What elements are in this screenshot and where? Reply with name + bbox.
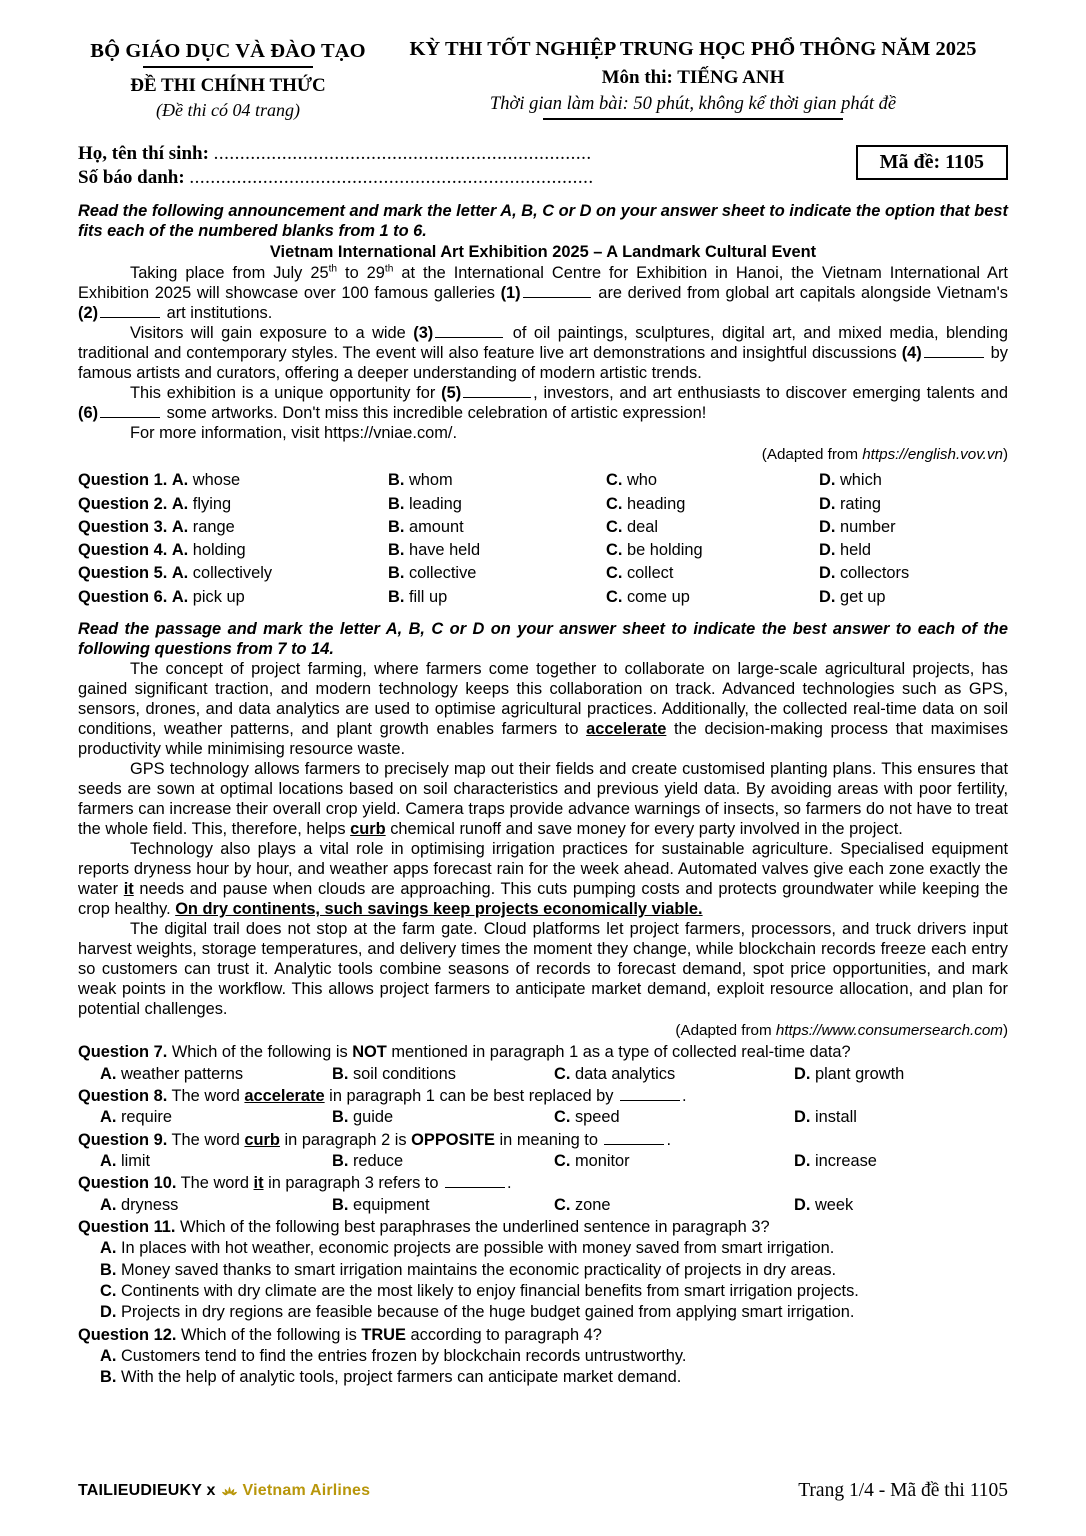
q8-keyword-accelerate: accelerate [244, 1087, 325, 1106]
exam-subject: Môn thi: TIẾNG ANH [601, 67, 785, 88]
ann-p1-seg-a: Taking place from July 25 [130, 264, 329, 283]
q12-stem-a: Which of the following is [180, 1325, 362, 1344]
ann-p1-seg-c: at the International Centre for Exhibition in Hanoi, the Vietnam International Art Exhibition 2025 will showcase over 100 famous galleries [78, 264, 1008, 303]
table-row [78, 516, 1008, 539]
ann-p2-seg-b: of oil paintings, sculptures, digital art, and mixed media, blending traditional and contemporary styles. The event will also feature live art demonstrations and insightful discussions [78, 324, 1008, 363]
passage-paragraph-3 [78, 839, 1008, 919]
exam-duration: Thời gian làm bài: 50 phút, không kể thời gian phát đề [489, 94, 897, 114]
blank-field-3[interactable] [435, 323, 503, 338]
letter-c: C. [606, 471, 623, 490]
q3-d-text: number [839, 517, 896, 536]
letter-c: C. [606, 564, 623, 583]
question-8-options [78, 1107, 1008, 1128]
letter-b: B. [388, 517, 405, 536]
exam-title: KỲ THI TỐT NGHIỆP TRUNG HỌC PHỔ THÔNG NĂM 2025 [409, 38, 977, 60]
header-left-block [78, 38, 378, 121]
keyword-it: it [123, 880, 134, 899]
q10-option-a[interactable] [78, 1195, 332, 1216]
official-exam-label: ĐỀ THI CHÍNH THỨC [130, 75, 326, 96]
q6-b-text: fill up [408, 587, 448, 606]
q6-d-text: get up [839, 587, 886, 606]
q4-d-text: held [839, 541, 871, 560]
letter-d: D. [819, 587, 836, 606]
q4-option-d[interactable] [819, 539, 1008, 562]
question-7-options [78, 1064, 1008, 1085]
q4-a-text: holding [192, 541, 246, 560]
announcement-title: Vietnam International Art Exhibition 2025 – A Landmark Cultural Event [269, 243, 817, 262]
letter-d: D. [794, 1152, 811, 1171]
q4-b-text: have held [408, 541, 481, 560]
passage-paragraph-1 [78, 659, 1008, 759]
q5-label: Question 5. [78, 564, 168, 583]
part2-source [78, 1022, 1008, 1039]
letter-a: A. [171, 541, 189, 560]
lotus-icon [221, 1485, 238, 1498]
q8-d-text: install [814, 1108, 857, 1127]
blank-field-4[interactable] [924, 343, 984, 358]
part2-source-prefix: (Adapted from [675, 1022, 776, 1040]
q2-d-text: rating [839, 494, 881, 513]
q1-option-b[interactable] [388, 469, 606, 492]
q8-c-text: speed [574, 1108, 620, 1127]
letter-c: C. [100, 1282, 117, 1301]
announcement-paragraph-1 [78, 263, 1008, 323]
letter-a: A. [171, 517, 189, 536]
letter-d: D. [100, 1303, 117, 1322]
q8-option-c[interactable] [554, 1107, 794, 1128]
blank-marker-1: (1) [500, 284, 521, 303]
part1-source-prefix: (Adapted from [761, 446, 863, 464]
part2-instruction: Read the passage and mark the letter A, B, C or D on your answer sheet to indicate the best answer to each of the following questions from 7 to 14. [78, 620, 1008, 659]
q11-b-text: Money saved thanks to smart irrigation maintains the economic practicality of projects in dry areas. [120, 1260, 837, 1279]
q3-c-text: deal [626, 517, 658, 536]
exam-code-box: Mã đề: 1105 [856, 145, 1008, 180]
page-number-info: Trang 1/4 - Mã đề thi 1105 [798, 1480, 1008, 1501]
q9-keyword-curb: curb [244, 1130, 280, 1149]
letter-d: D. [794, 1064, 811, 1083]
q2-label: Question 2. [78, 494, 168, 513]
q9-option-a[interactable] [78, 1151, 332, 1172]
part1-source [78, 446, 1008, 463]
q12-option-a[interactable] [78, 1346, 1008, 1367]
letter-d: D. [794, 1195, 811, 1214]
ann-p1-seg-b: to 29 [337, 264, 385, 283]
questions-7-12-block [78, 1042, 1008, 1388]
q7-d-text: plant growth [814, 1064, 905, 1083]
q1-option-a[interactable] [78, 469, 388, 492]
letter-a: A. [100, 1152, 117, 1171]
letter-b: B. [332, 1195, 349, 1214]
letter-b: B. [100, 1260, 117, 1279]
q6-option-a[interactable] [78, 586, 388, 609]
header-right-block [378, 38, 1008, 120]
q11-a-text: In places with hot weather, economic projects are possible with money saved from smart irrigation. [120, 1239, 835, 1258]
ann-p1-sup-1: th [328, 263, 338, 275]
blank-marker-3: (3) [413, 324, 434, 343]
q10-a-text: dryness [120, 1195, 179, 1214]
q7-stem-a: Which of the following is [171, 1043, 353, 1062]
part2-source-suffix: ) [1002, 1022, 1008, 1040]
letter-a: A. [100, 1239, 117, 1258]
table-row [78, 586, 1008, 609]
header-divider-left [143, 66, 313, 68]
q6-option-d[interactable] [819, 586, 1008, 609]
question-12-stem [78, 1325, 1008, 1346]
q9-stem-d: . [666, 1130, 672, 1149]
announcement-paragraph-2 [78, 323, 1008, 383]
q6-label: Question 6. [78, 587, 168, 606]
q8-blank [620, 1086, 680, 1101]
ann-p3-seg-b: , investors, and art enthusiasts to discover emerging talents and [533, 384, 1008, 403]
q8-stem-a: The word [171, 1087, 245, 1106]
passage-paragraph-2 [78, 759, 1008, 839]
q4-option-a[interactable] [78, 539, 388, 562]
q3-option-b[interactable] [388, 516, 606, 539]
letter-c: C. [554, 1152, 571, 1171]
ann-p2-seg-a: Visitors will gain exposure to a wide [130, 324, 414, 343]
ann-p1-seg-e: art institutions. [162, 304, 273, 323]
letter-d: D. [819, 564, 836, 583]
passage-paragraph-4: The digital trail does not stop at the farm gate. Cloud platforms let project farmers, processors, and truck drivers input harvest weights, storage temperatures, and delivery times the moment they change, while blockchain records freeze each entry so customers can trust it. Analytic tools combine seasons of records to forecast demand, spot price opportunities, and mark weak points in the workflow. This allows project farmers to anticipate market demand, exploit resource allocation, and plan for potential challenges. [78, 920, 1008, 1019]
q4-c-text: be holding [626, 541, 703, 560]
q9-stem-a: The word [171, 1130, 245, 1149]
question-10-stem [78, 1173, 1008, 1194]
q7-c-text: data analytics [574, 1064, 676, 1083]
table-row [78, 469, 1008, 492]
candidate-name-input[interactable]: ........................................................................ [213, 143, 592, 164]
letter-d: D. [794, 1108, 811, 1127]
ministry-name: BỘ GIÁO DỤC VÀ ĐÀO TẠO [90, 40, 366, 62]
q10-blank [445, 1173, 505, 1188]
page-footer [78, 1480, 1008, 1502]
q12-label: Question 12. [78, 1325, 177, 1344]
q11-option-d[interactable] [78, 1302, 1008, 1323]
q10-keyword-it: it [253, 1174, 264, 1193]
q12-option-b[interactable] [78, 1367, 1008, 1388]
q9-b-text: reduce [352, 1152, 404, 1171]
q1-label: Question 1. [78, 471, 168, 490]
q2-option-c[interactable] [606, 493, 819, 516]
q5-option-b[interactable] [388, 562, 606, 585]
question-9-options [78, 1151, 1008, 1172]
ann-p3-seg-a: This exhibition is a unique opportunity for [130, 384, 442, 403]
question-9-stem [78, 1130, 1008, 1151]
keyword-accelerate: accelerate [586, 720, 667, 739]
blank-field-6[interactable] [100, 403, 160, 418]
p3-seg-b: needs and pause when clouds are approaching. This cuts pumping costs and protects groundwater while keeping the crop healthy. [78, 880, 1008, 919]
letter-a: A. [171, 494, 189, 513]
question-11-stem [78, 1217, 1008, 1238]
q9-stem-c: in meaning to [494, 1130, 603, 1149]
q3-option-d[interactable] [819, 516, 1008, 539]
letter-a: A. [100, 1195, 117, 1214]
q5-c-text: collect [626, 564, 674, 583]
blank-marker-6: (6) [78, 404, 99, 423]
q10-stem-b: in paragraph 3 refers to [263, 1174, 444, 1193]
q6-a-text: pick up [192, 587, 245, 606]
q7-option-d[interactable] [794, 1064, 1008, 1085]
q9-c-text: monitor [574, 1152, 630, 1171]
q5-b-text: collective [408, 564, 477, 583]
q5-option-d[interactable] [819, 562, 1008, 585]
letter-a: A. [171, 471, 189, 490]
q1-option-d[interactable] [819, 469, 1008, 492]
q3-a-text: range [192, 517, 235, 536]
q2-b-text: leading [408, 494, 462, 513]
q11-option-a[interactable] [78, 1238, 1008, 1259]
q2-option-a[interactable] [78, 493, 388, 516]
letter-c: C. [606, 517, 623, 536]
q9-d-text: increase [814, 1152, 877, 1171]
q7-option-a[interactable] [78, 1064, 332, 1085]
q9-stem-b: in paragraph 2 is [279, 1130, 412, 1149]
q9-option-d[interactable] [794, 1151, 1008, 1172]
q11-stem-text: Which of the following best paraphrases the underlined sentence in paragraph 3? [180, 1218, 770, 1237]
announcement-paragraph-3 [78, 383, 1008, 423]
q10-label: Question 10. [78, 1174, 177, 1193]
candidate-id-input[interactable]: ............................................................................. [189, 167, 594, 188]
q9-label: Question 9. [78, 1130, 168, 1149]
letter-b: B. [388, 471, 405, 490]
q10-stem-a: The word [180, 1174, 254, 1193]
letter-d: D. [819, 541, 836, 560]
q10-c-text: zone [574, 1195, 611, 1214]
q9-option-b[interactable] [332, 1151, 554, 1172]
page-count-note: (Đề thi có 04 trang) [156, 100, 300, 120]
q8-stem-c: . [682, 1087, 687, 1106]
q3-option-a[interactable] [78, 516, 388, 539]
question-10-options [78, 1195, 1008, 1216]
part1-source-suffix: ) [1002, 446, 1008, 464]
letter-c: C. [606, 587, 623, 606]
q10-option-b[interactable] [332, 1195, 554, 1216]
q7-a-text: weather patterns [120, 1064, 244, 1083]
q8-option-b[interactable] [332, 1107, 554, 1128]
q1-d-text: which [839, 471, 882, 490]
letter-c: C. [554, 1195, 571, 1214]
q5-d-text: collectors [839, 564, 910, 583]
letter-b: B. [388, 564, 405, 583]
underlined-sentence: On dry continents, such savings keep projects economically viable. [175, 900, 703, 919]
q5-option-c[interactable] [606, 562, 819, 585]
candidate-id-row [78, 167, 856, 189]
q7-b-text: soil conditions [352, 1064, 456, 1083]
ann-p2-seg-c: by famous artists and curators, offering a deeper understanding of modern artistic trends. [78, 344, 1008, 383]
letter-d: D. [819, 471, 836, 490]
p1-seg-a: The concept of project farming, where farmers come together to collaborate on large-scale agricultural projects, has gained significant traction, and modern technology keeps this collaboration on track. Advanced technologies such as GPS, sensors, drones, and data analytics are used to optimise agricultural practices. Additionally, the collected real-time data on soil conditions, weather patterns, and plant growth enables farmers to [78, 660, 1008, 739]
q3-b-text: amount [408, 517, 464, 536]
q10-d-text: week [814, 1195, 854, 1214]
letter-b: B. [332, 1108, 349, 1127]
q9-blank [604, 1130, 664, 1145]
q7-keyword-not: NOT [352, 1043, 387, 1062]
q4-label: Question 4. [78, 541, 168, 560]
q8-label: Question 8. [78, 1087, 168, 1106]
q7-option-b[interactable] [332, 1064, 554, 1085]
ann-p1-seg-d: are derived from global art capitals alongside Vietnam's [592, 284, 1008, 303]
q1-option-c[interactable] [606, 469, 819, 492]
brand-main-text: TAILIEUDIEUKY x [78, 1482, 216, 1499]
question-8-stem [78, 1086, 1008, 1107]
blank-field-5[interactable] [463, 383, 531, 398]
q9-option-c[interactable] [554, 1151, 794, 1172]
q10-option-d[interactable] [794, 1195, 1008, 1216]
q7-option-c[interactable] [554, 1064, 794, 1085]
q11-option-b[interactable] [78, 1260, 1008, 1281]
letter-b: B. [332, 1152, 349, 1171]
q5-a-text: collectively [192, 564, 273, 583]
exam-page [78, 38, 1008, 1389]
ann-p1-sup-2: th [384, 263, 394, 275]
table-row [78, 562, 1008, 585]
letter-b: B. [100, 1368, 117, 1387]
q7-label: Question 7. [78, 1043, 168, 1062]
watermark-brand [78, 1482, 370, 1500]
letter-c: C. [606, 541, 623, 560]
q2-option-d[interactable] [819, 493, 1008, 516]
q1-c-text: who [626, 471, 658, 490]
q8-option-d[interactable] [794, 1107, 1008, 1128]
q11-c-text: Continents with dry climate are the most likely to enjoy financial benefits from smart irrigation projects. [120, 1282, 859, 1301]
candidate-name-label: Họ, tên thí sinh: [78, 143, 209, 164]
q8-stem-b: in paragraph 1 can be best replaced by [324, 1087, 619, 1106]
p1-seg-b: the decision-making process that maximises productivity while minimising resource waste. [78, 720, 1009, 759]
q12-b-text: With the help of analytic tools, project farmers can anticipate market demand. [120, 1368, 682, 1387]
q2-a-text: flying [192, 494, 232, 513]
q10-option-c[interactable] [554, 1195, 794, 1216]
q4-option-c[interactable] [606, 539, 819, 562]
letter-c: C. [606, 494, 623, 513]
q5-option-a[interactable] [78, 562, 388, 585]
q8-a-text: require [120, 1108, 172, 1127]
q9-a-text: limit [120, 1152, 151, 1171]
letter-a: A. [171, 587, 189, 606]
blank-marker-2: (2) [78, 304, 99, 323]
ann-p3-seg-c: some artworks. Don't miss this incredible celebration of artistic expression! [162, 404, 707, 423]
blank-marker-5: (5) [441, 384, 462, 403]
q7-stem-b: mentioned in paragraph 1 as a type of collected real-time data? [386, 1043, 851, 1062]
q6-option-b[interactable] [388, 586, 606, 609]
q9-keyword-opposite: OPPOSITE [411, 1130, 495, 1149]
letter-b: B. [332, 1064, 349, 1083]
candidate-name-row [78, 143, 856, 165]
q6-c-text: come up [626, 587, 690, 606]
part2-source-url: https://www.consumersearch.com [775, 1022, 1003, 1040]
p2-seg-b: chemical runoff and save money for every party involved in the project. [385, 820, 903, 839]
q12-stem-b: according to paragraph 4? [405, 1325, 602, 1344]
table-row [78, 539, 1008, 562]
q6-option-c[interactable] [606, 586, 819, 609]
questions-1-6-table [78, 469, 1008, 609]
q10-stem-c: . [507, 1174, 512, 1193]
q1-b-text: whom [408, 471, 453, 490]
part1-source-url: https://english.vov.vn [862, 446, 1003, 464]
candidate-info [78, 143, 1008, 191]
blank-field-2[interactable] [100, 303, 160, 318]
letter-a: A. [100, 1108, 117, 1127]
page-header [78, 38, 1008, 121]
q2-c-text: heading [626, 494, 686, 513]
q1-a-text: whose [192, 471, 241, 490]
blank-field-1[interactable] [523, 283, 591, 298]
letter-b: B. [388, 541, 405, 560]
letter-d: D. [819, 494, 836, 513]
letter-a: A. [171, 564, 189, 583]
blank-marker-4: (4) [901, 344, 922, 363]
keyword-curb: curb [350, 820, 386, 839]
q11-option-c[interactable] [78, 1281, 1008, 1302]
letter-b: B. [388, 494, 405, 513]
candidate-fields [78, 143, 856, 191]
letter-c: C. [554, 1108, 571, 1127]
q2-option-b[interactable] [388, 493, 606, 516]
letter-a: A. [100, 1347, 117, 1366]
q10-b-text: equipment [352, 1195, 430, 1214]
q4-option-b[interactable] [388, 539, 606, 562]
table-row [78, 493, 1008, 516]
q12-keyword-true: TRUE [361, 1325, 406, 1344]
p2-seg-a: GPS technology allows farmers to precisely map out their fields and create customised planting plans. This ensures that seeds are sown at optimal locations based on soil characteristics and previous yield data. By avoiding areas with poor fertility, farmers can increase their overall crop yield. Camera traps provide advance warnings of insects, so farmers do not have to treat the whole field. This, therefore, helps [78, 760, 1008, 839]
brand-partner-text: Vietnam Airlines [242, 1482, 371, 1499]
question-7-stem [78, 1042, 1008, 1063]
q3-option-c[interactable] [606, 516, 819, 539]
q11-d-text: Projects in dry regions are feasible because of the huge budget gained from applying smart irrigation. [120, 1303, 855, 1322]
q12-a-text: Customers tend to find the entries frozen by blockchain records untrustworthy. [120, 1347, 687, 1366]
q8-option-a[interactable] [78, 1107, 332, 1128]
q8-b-text: guide [352, 1108, 394, 1127]
candidate-id-label: Số báo danh: [78, 167, 185, 188]
letter-d: D. [819, 517, 836, 536]
letter-c: C. [554, 1064, 571, 1083]
q3-label: Question 3. [78, 517, 168, 536]
part1-instruction: Read the following announcement and mark the letter A, B, C or D on your answer sheet to indicate the option that best fits each of the numbered blanks from 1 to 6. [78, 202, 1008, 241]
letter-a: A. [100, 1064, 117, 1083]
header-divider-right [543, 118, 843, 120]
q11-label: Question 11. [78, 1218, 176, 1237]
p3-seg-a: Technology also plays a vital role in optimising irrigation practices for sustainable agriculture. Specialised equipment reports dryness hour by hour, and weather apps forecast rain for the week ahead. Automated valves give each zone exactly the water [78, 840, 1008, 899]
letter-b: B. [388, 587, 405, 606]
announcement-paragraph-4: For more information, visit https://vniae.com/. [130, 424, 458, 443]
